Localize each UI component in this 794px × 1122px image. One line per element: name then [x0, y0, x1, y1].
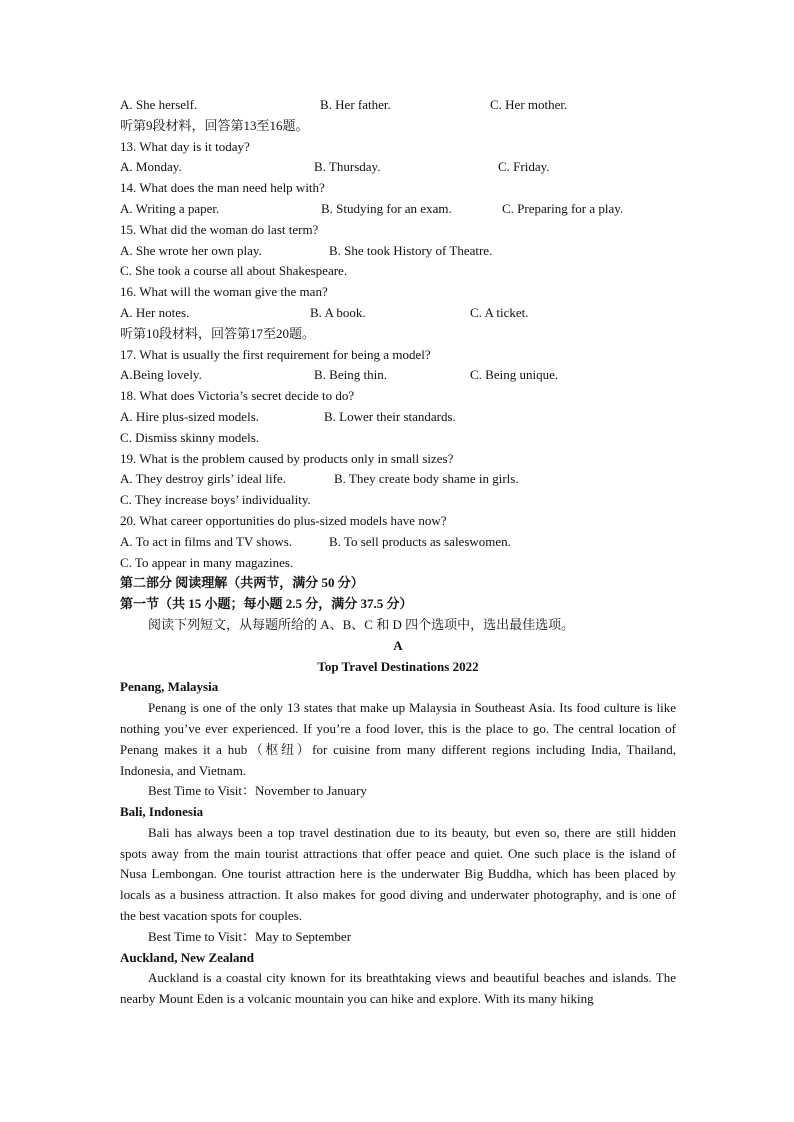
q18-option-b: B. Lower their standards. [324, 408, 456, 424]
q13-question: 13. What day is it today? [120, 138, 250, 154]
q19-option-b: B. They create body shame in girls. [334, 471, 519, 487]
dest2-best-time: Best Time to Visit：May to September [148, 928, 352, 944]
q16-option-b: B. A book. [310, 304, 366, 320]
q19-options-ab [120, 469, 676, 490]
dest1-heading: Penang, Malaysia [120, 679, 219, 695]
q18-options-ab [120, 407, 676, 428]
part2-title: 第二部分 阅读理解（共两节，满分 50 分） [120, 575, 364, 591]
passage-letter: A [393, 637, 403, 653]
q20-options-ab [120, 532, 676, 553]
q13-option-c: C. Friday. [498, 159, 550, 175]
section9-instruction: 听第9段材料，回答第13至16题。 [120, 117, 309, 133]
q16-option-a: A. Her notes. [120, 304, 190, 320]
q20-option-a: A. To act in films and TV shows. [120, 533, 293, 549]
dest1-best-time: Best Time to Visit：November to January [148, 783, 367, 799]
q13-options [120, 157, 676, 178]
dest2-heading: Bali, Indonesia [120, 804, 204, 820]
q13-option-a: A. Monday. [120, 159, 182, 175]
q13-option-b: B. Thursday. [314, 159, 381, 175]
q17-options [120, 365, 676, 386]
q15-question: 15. What did the woman do last term? [120, 221, 319, 237]
dest3-paragraph: Auckland is a coastal city known for its breathtaking views and beautiful beaches and islands. The nearby Mount Eden is a volcanic mountain you can hike and explore. With its many hiking [120, 970, 676, 1007]
q20-option-c: C. To appear in many magazines. [120, 554, 294, 570]
q15-option-b: B. She took History of Theatre. [329, 242, 493, 258]
q17-option-c: C. Being unique. [470, 367, 559, 383]
dest2-paragraph: Bali has always been a top travel destination due to its beauty, but even so, there are still hidden spots away from the main tourist attractions that offer peace and quiet. One such place is the island of Nusa Lembongan. One tourist attraction here is the underwater Big Buddha, which has been placed by locals as a business attraction. It also makes for good diving and underwater photography, and is one of the best vacation spots for couples. [120, 824, 676, 924]
reading-instructions: 阅读下列短文，从每题所给的 A、B、C 和 D 四个选项中，选出最佳选项。 [148, 616, 575, 632]
q20-option-b: B. To sell products as saleswomen. [329, 533, 511, 549]
q18-option-a: A. Hire plus-sized models. [120, 408, 260, 424]
q15-option-c: C. She took a course all about Shakespeare. [120, 263, 348, 279]
q17-question: 17. What is usually the first requirement for being a model? [120, 346, 431, 362]
q18-option-c: C. Dismiss skinny models. [120, 429, 260, 445]
q17-option-b: B. Being thin. [314, 367, 387, 383]
exam-page [120, 95, 676, 1010]
q19-question: 19. What is the problem caused by products only in small sizes? [120, 450, 454, 466]
passage-title: Top Travel Destinations 2022 [317, 658, 479, 674]
dest1-paragraph: Penang is one of the only 13 states that make up Malaysia in Southeast Asia. Its food culture is like nothing you’ve ever experienced. If you’re a food lover, this is the place to go. The central location of Penang makes it a hub（枢纽）for cuisine from many different regions including India, Thailand, Indonesia, and Vietnam. [120, 700, 676, 778]
q14-option-c: C. Preparing for a play. [502, 200, 624, 216]
q14-option-a: A. Writing a paper. [120, 200, 220, 216]
q14-option-b: B. Studying for an exam. [321, 200, 452, 216]
q19-option-c: C. They increase boys’ individuality. [120, 492, 311, 508]
q15-option-a: A. She wrote her own play. [120, 242, 262, 258]
q17-option-a: A.Being lovely. [120, 367, 202, 383]
section1-title: 第一节（共 15 小题；每小题 2.5 分，满分 37.5 分） [120, 596, 413, 612]
q19-option-a: A. They destroy girls’ ideal life. [120, 471, 286, 487]
q18-question: 18. What does Victoria’s secret decide to do? [120, 388, 355, 404]
q15-options-ab [120, 241, 676, 262]
dest3-heading: Auckland, New Zealand [120, 949, 254, 965]
q12-option-c: C. Her mother. [490, 97, 568, 112]
q16-option-c: C. A ticket. [470, 304, 529, 320]
q20-question: 20. What career opportunities do plus-sized models have now? [120, 512, 447, 528]
q12-options [120, 95, 676, 116]
q12-option-b: B. Her father. [320, 97, 391, 112]
q12-option-a: A. She herself. [120, 97, 198, 112]
q14-options [120, 199, 676, 220]
section10-instruction: 听第10段材料，回答第17至20题。 [120, 325, 316, 341]
q16-question: 16. What will the woman give the man? [120, 284, 328, 300]
q16-options [120, 303, 676, 324]
q14-question: 14. What does the man need help with? [120, 180, 325, 196]
